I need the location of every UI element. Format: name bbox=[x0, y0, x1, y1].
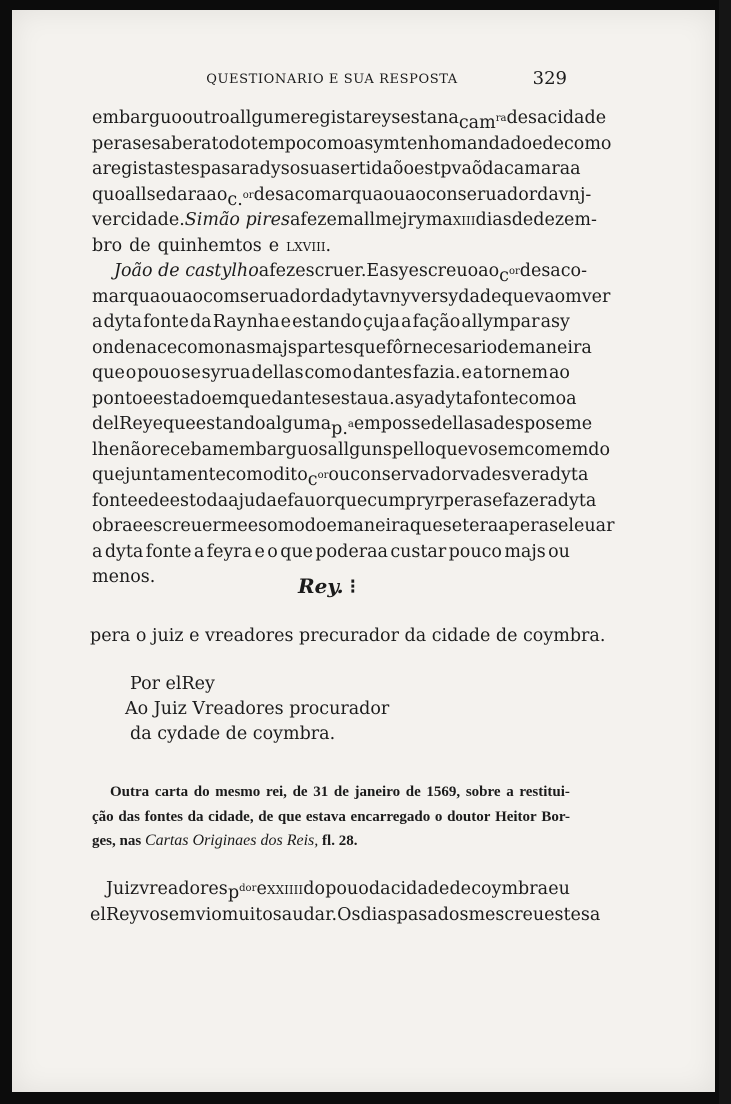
word: a bbox=[201, 133, 212, 154]
superscription-line: Por elRey bbox=[130, 674, 215, 694]
word: dantes bbox=[352, 363, 413, 383]
word: partes bbox=[296, 337, 354, 358]
word: a bbox=[472, 363, 484, 383]
word: ver bbox=[510, 465, 540, 485]
word: o bbox=[267, 516, 278, 536]
word: ajuda bbox=[228, 490, 277, 511]
word: em bbox=[326, 210, 354, 230]
word: emvio bbox=[168, 905, 222, 925]
word: vnyversydade bbox=[379, 286, 502, 307]
word: desa bbox=[506, 108, 548, 128]
word: o bbox=[434, 808, 443, 825]
word: de bbox=[333, 784, 349, 800]
word: dyta bbox=[103, 312, 143, 332]
word: nas bbox=[224, 337, 256, 358]
word: pouco bbox=[448, 541, 502, 562]
word: vercidade. bbox=[92, 210, 185, 230]
text-line bbox=[92, 540, 570, 566]
word: do bbox=[303, 879, 326, 899]
word: saber bbox=[151, 133, 202, 154]
word: registastes bbox=[102, 159, 200, 179]
word: pouo bbox=[325, 879, 369, 899]
word: tempo bbox=[250, 133, 307, 154]
text-line bbox=[92, 157, 581, 183]
word: sobre bbox=[465, 784, 501, 800]
word: saudar. bbox=[272, 905, 338, 925]
page-number: 329 bbox=[532, 68, 567, 89]
word: todo bbox=[211, 133, 251, 154]
word: dantes bbox=[271, 388, 331, 409]
word: desa bbox=[519, 261, 561, 281]
word: çuja bbox=[363, 312, 400, 332]
word: ção bbox=[92, 808, 114, 825]
word: dias bbox=[360, 905, 397, 925]
word: eu bbox=[548, 879, 570, 899]
word: menos. bbox=[92, 567, 156, 587]
superscription-line: Ao Juiz Vreadores procurador bbox=[125, 699, 390, 719]
word: janeiro bbox=[354, 784, 401, 800]
word: do bbox=[193, 784, 210, 800]
word: screuestes bbox=[495, 905, 590, 925]
text-line bbox=[92, 259, 587, 286]
word: a bbox=[92, 312, 103, 332]
text-line bbox=[92, 463, 589, 490]
word: como bbox=[306, 133, 354, 154]
word: se bbox=[483, 490, 503, 511]
word: ao bbox=[206, 184, 228, 205]
word: ao bbox=[405, 184, 427, 205]
closing-text bbox=[90, 876, 601, 928]
word: $c^{or}$ bbox=[499, 265, 520, 286]
word: maneira bbox=[518, 337, 592, 358]
word: pasados bbox=[396, 905, 469, 925]
word: fonte bbox=[145, 541, 192, 562]
word: embarguo bbox=[92, 108, 182, 128]
word: nace bbox=[135, 337, 178, 358]
word: rei, bbox=[265, 784, 287, 800]
word: obra bbox=[92, 516, 133, 536]
word: estando bbox=[195, 414, 266, 434]
word: da bbox=[482, 159, 505, 179]
word: fonte bbox=[143, 312, 189, 332]
word: em bbox=[353, 414, 381, 434]
text-line bbox=[92, 489, 597, 515]
word: ou bbox=[160, 286, 183, 307]
word: dezem- bbox=[533, 210, 597, 230]
word: esta bbox=[400, 108, 438, 128]
word: cumpryr bbox=[367, 490, 443, 511]
running-head: QUESTIONARIO E SUA RESPOSTA bbox=[206, 72, 458, 87]
word: xiii bbox=[452, 210, 476, 230]
word: dees bbox=[148, 490, 189, 511]
word: e bbox=[581, 414, 593, 434]
word: tenho bbox=[399, 133, 451, 154]
word: pouo bbox=[137, 363, 181, 383]
word: necesario bbox=[411, 337, 498, 358]
word: a bbox=[401, 312, 412, 332]
word: de bbox=[129, 235, 151, 256]
word: em bbox=[211, 388, 239, 409]
word: custar bbox=[390, 541, 447, 562]
word: asy bbox=[379, 261, 409, 281]
word: sertidaõ bbox=[330, 159, 404, 179]
word: a bbox=[483, 414, 494, 434]
word: asym bbox=[354, 133, 400, 154]
word: coymbra bbox=[471, 879, 549, 899]
word: das bbox=[118, 808, 141, 825]
word: de bbox=[497, 337, 519, 358]
word: desa bbox=[253, 184, 295, 205]
word: conseruador bbox=[426, 184, 538, 205]
word: lxviii. bbox=[286, 235, 332, 256]
word: de bbox=[405, 784, 421, 800]
word: camara bbox=[504, 159, 571, 179]
word: delRey bbox=[92, 414, 153, 434]
word: o bbox=[262, 465, 274, 485]
word: doutor bbox=[447, 808, 491, 825]
word: syrua bbox=[201, 363, 251, 383]
text-line bbox=[92, 208, 597, 234]
word: dyta bbox=[104, 541, 144, 562]
word: a bbox=[442, 210, 453, 230]
word: ao bbox=[182, 286, 204, 307]
word: co- bbox=[560, 261, 587, 281]
word: cam$^{ra}$ bbox=[458, 112, 507, 133]
word: João de castylho bbox=[114, 261, 259, 281]
word: majs bbox=[255, 337, 297, 358]
word: registareys bbox=[300, 108, 401, 128]
word: se bbox=[146, 184, 166, 205]
word: ou bbox=[383, 184, 406, 205]
word: encarregado bbox=[350, 808, 431, 825]
word: ver bbox=[581, 286, 611, 307]
word: e bbox=[152, 414, 163, 434]
word: emcomemdo bbox=[497, 439, 611, 460]
word: se bbox=[181, 363, 201, 383]
word: pera bbox=[442, 490, 484, 511]
note-line bbox=[92, 780, 570, 805]
word: fauor bbox=[287, 490, 335, 511]
word: o bbox=[403, 159, 414, 179]
text-line bbox=[92, 183, 592, 210]
text-line bbox=[92, 106, 607, 133]
word: de bbox=[542, 133, 564, 154]
word: escreuo bbox=[408, 261, 479, 281]
closing-line bbox=[90, 876, 570, 902]
word: a bbox=[539, 465, 550, 485]
word: Heitor bbox=[495, 808, 537, 825]
word: fonte bbox=[472, 388, 519, 409]
note-source-start: ges, nas bbox=[92, 833, 142, 849]
word: cidade, bbox=[208, 808, 254, 825]
word: allympar bbox=[461, 312, 540, 332]
word: ou bbox=[328, 465, 351, 485]
word: que bbox=[501, 286, 535, 307]
word: conservador bbox=[350, 465, 460, 485]
signature-mark: ⁝ bbox=[349, 574, 356, 598]
superscription bbox=[125, 672, 390, 747]
word: o bbox=[125, 363, 137, 383]
word: marqua bbox=[92, 286, 161, 307]
word: dyta bbox=[557, 490, 597, 511]
word: poderaa bbox=[315, 541, 388, 562]
word: vreadores bbox=[139, 879, 228, 899]
word: restitui- bbox=[519, 784, 570, 800]
word: mesmo bbox=[215, 784, 261, 800]
text-line bbox=[92, 438, 611, 464]
word: o bbox=[267, 541, 278, 562]
word: Raynha bbox=[212, 312, 280, 332]
word: xxiiii bbox=[267, 879, 304, 899]
word: a bbox=[589, 905, 601, 925]
word: estando bbox=[292, 312, 362, 332]
word: fôr bbox=[386, 337, 412, 358]
word: que bbox=[409, 516, 443, 536]
word: $c^{or}$ bbox=[307, 469, 329, 490]
word: e bbox=[256, 879, 267, 899]
word: de bbox=[449, 879, 472, 899]
word: modo bbox=[277, 516, 327, 536]
word: bro bbox=[92, 235, 123, 256]
word: fação bbox=[412, 312, 461, 332]
word: estava bbox=[305, 808, 346, 825]
word: como bbox=[177, 337, 225, 358]
word: de bbox=[511, 210, 534, 230]
word: e bbox=[532, 133, 543, 154]
signature bbox=[298, 574, 356, 598]
word: como bbox=[563, 133, 612, 154]
note-source-title: Cartas Originaes dos Reis, bbox=[144, 832, 319, 849]
word: ao bbox=[548, 363, 570, 383]
word: asy bbox=[540, 312, 570, 332]
word: desposem bbox=[493, 414, 582, 434]
word: tornem bbox=[483, 363, 549, 383]
word: a bbox=[570, 159, 581, 179]
word: dyta bbox=[341, 286, 380, 307]
word: posse bbox=[380, 414, 431, 434]
word: fez bbox=[300, 210, 327, 230]
word: comarqua bbox=[294, 184, 384, 205]
word: majs bbox=[504, 541, 546, 562]
word: a bbox=[258, 261, 270, 281]
word: a bbox=[92, 541, 103, 562]
word: pasara bbox=[199, 159, 260, 179]
word: vnj- bbox=[558, 184, 592, 205]
word: juntamente bbox=[124, 465, 226, 485]
word: da bbox=[187, 808, 204, 825]
word: allguns bbox=[327, 439, 392, 460]
word: comseruador bbox=[203, 286, 320, 307]
word: a bbox=[193, 541, 205, 562]
word: que bbox=[353, 337, 387, 358]
word: e bbox=[290, 108, 301, 128]
word: fez bbox=[269, 261, 296, 281]
word: quoall bbox=[92, 184, 147, 205]
word: c.$^{or}$ bbox=[227, 189, 254, 210]
word: não bbox=[119, 439, 152, 460]
word: 1569, bbox=[426, 784, 461, 800]
note-line bbox=[92, 805, 570, 830]
word: escruer. bbox=[295, 261, 367, 281]
word: a bbox=[423, 388, 435, 409]
word: dyta bbox=[549, 465, 589, 485]
word: vaom bbox=[534, 286, 582, 307]
signature-text: Rey. bbox=[298, 574, 344, 598]
text-line bbox=[92, 336, 592, 362]
word: pello bbox=[391, 439, 436, 460]
word: ao bbox=[478, 261, 500, 281]
word: onde bbox=[92, 337, 136, 358]
word: que bbox=[334, 490, 368, 511]
word: a bbox=[547, 490, 558, 511]
word: p.$^a$ bbox=[331, 418, 354, 439]
word: e bbox=[280, 312, 292, 332]
text-line bbox=[92, 132, 612, 158]
word: maneira bbox=[336, 516, 410, 536]
word: estpvaõ bbox=[413, 159, 483, 179]
word: que bbox=[92, 363, 125, 383]
note-source-end: fl. 28. bbox=[322, 833, 358, 849]
word: a bbox=[92, 159, 103, 179]
word: de bbox=[292, 784, 308, 800]
text-line bbox=[92, 234, 570, 260]
word: vos bbox=[468, 439, 498, 460]
word: recebam bbox=[151, 439, 229, 460]
word: dito bbox=[273, 465, 308, 485]
word: leuar bbox=[568, 516, 615, 536]
word: da bbox=[319, 286, 342, 307]
word: que bbox=[162, 414, 196, 434]
word: de bbox=[258, 808, 274, 825]
word: fazia. bbox=[412, 363, 461, 383]
word: ou bbox=[548, 541, 570, 562]
word: a bbox=[506, 784, 514, 800]
word: e bbox=[326, 516, 337, 536]
word: alguma bbox=[265, 414, 332, 434]
word: elRey bbox=[90, 905, 140, 925]
word: pera bbox=[92, 133, 133, 154]
word: Bor- bbox=[541, 808, 570, 825]
word: fazer bbox=[502, 490, 548, 511]
scan-border bbox=[719, 0, 731, 1104]
word: escreuermees bbox=[142, 516, 268, 536]
word: Os bbox=[337, 905, 361, 925]
word: da bbox=[537, 184, 559, 205]
word: $p^{dor}$ bbox=[227, 882, 257, 903]
word: mandado bbox=[450, 133, 533, 154]
word: toda bbox=[188, 490, 229, 511]
word: vades bbox=[459, 465, 511, 485]
address-line: pera o juiz e vreadores precurador da cidade de coymbra. bbox=[90, 626, 606, 646]
word: dias bbox=[475, 210, 512, 230]
word: que bbox=[280, 541, 314, 562]
word: feyra bbox=[206, 541, 253, 562]
word: outro bbox=[181, 108, 230, 128]
word: e bbox=[142, 388, 153, 409]
word: estado bbox=[152, 388, 212, 409]
text-line bbox=[92, 514, 615, 540]
word: e bbox=[276, 490, 288, 511]
word: Juiz bbox=[106, 879, 140, 899]
word: e bbox=[132, 516, 143, 536]
page-header bbox=[93, 66, 571, 92]
word: me bbox=[468, 905, 496, 925]
word: dyta bbox=[434, 388, 473, 409]
word: teraa bbox=[462, 516, 509, 536]
word: Simão pires bbox=[184, 210, 290, 230]
word: lhe bbox=[92, 439, 120, 460]
word: cidade bbox=[390, 879, 450, 899]
word: a bbox=[566, 388, 577, 409]
word: E bbox=[366, 261, 380, 281]
word: com bbox=[225, 465, 263, 485]
word: asy bbox=[394, 388, 424, 409]
word: quinhemtos bbox=[157, 235, 262, 256]
text-line bbox=[92, 310, 570, 336]
main-text-block bbox=[92, 106, 615, 591]
word: fontes bbox=[144, 808, 183, 825]
word: fonte bbox=[92, 490, 138, 511]
word: da bbox=[189, 312, 212, 332]
word: allgum bbox=[229, 108, 291, 128]
word: cidade bbox=[547, 108, 607, 128]
word: pera bbox=[508, 516, 550, 536]
word: que bbox=[435, 439, 469, 460]
word: da bbox=[368, 879, 391, 899]
word: sua bbox=[300, 159, 331, 179]
note-line bbox=[92, 829, 570, 854]
word: que bbox=[92, 465, 125, 485]
word: se bbox=[442, 516, 463, 536]
word: e bbox=[137, 490, 149, 511]
closing-line bbox=[90, 902, 601, 928]
word: na bbox=[437, 108, 459, 128]
word: dellas bbox=[430, 414, 484, 434]
superscription-line: da cydade de coymbra. bbox=[130, 724, 336, 744]
word: allmejrym bbox=[353, 210, 443, 230]
text-line bbox=[92, 285, 611, 311]
word: e bbox=[254, 541, 265, 562]
word: dara bbox=[165, 184, 207, 205]
word: que bbox=[277, 808, 302, 825]
word: que bbox=[238, 388, 272, 409]
editorial-note bbox=[92, 780, 570, 854]
word: ponto bbox=[92, 388, 143, 409]
text-line bbox=[92, 387, 577, 413]
text-line bbox=[92, 361, 570, 387]
word: dyso bbox=[259, 159, 301, 179]
word: e bbox=[268, 235, 280, 256]
word: e bbox=[461, 363, 472, 383]
word: estaua. bbox=[330, 388, 395, 409]
word: dellas bbox=[251, 363, 304, 383]
word: vos bbox=[139, 905, 169, 925]
word: a bbox=[289, 210, 301, 230]
word: embarguos bbox=[228, 439, 328, 460]
word: se bbox=[132, 133, 152, 154]
word: como bbox=[304, 363, 352, 383]
word: muito bbox=[221, 905, 273, 925]
word: se bbox=[549, 516, 569, 536]
word: Outra bbox=[110, 784, 150, 800]
word: 31 bbox=[313, 784, 329, 800]
word: carta bbox=[154, 784, 189, 800]
text-line bbox=[92, 412, 593, 439]
word: como bbox=[518, 388, 567, 409]
